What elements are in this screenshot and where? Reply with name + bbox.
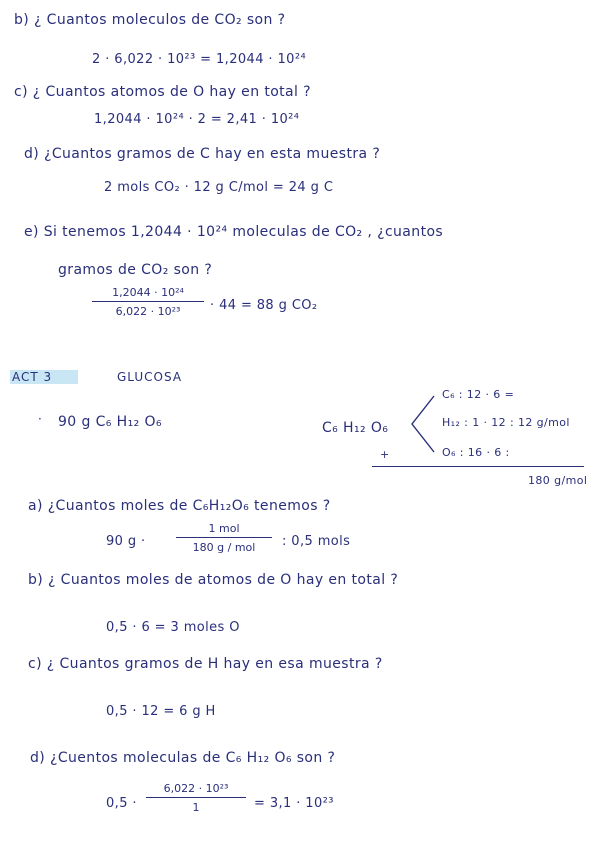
bullet-dot: · [38,412,42,426]
sum-rule [372,466,584,467]
answer-b: 0,5 · 6 = 3 moles O [106,620,240,635]
answer-c-top: 1,2044 · 10²⁴ · 2 = 2,41 · 10²⁴ [94,112,300,127]
answer-e-result: · 44 = 88 g CO₂ [210,298,318,313]
answer-b-top: 2 · 6,022 · 10²³ = 1,2044 · 10²⁴ [92,52,307,67]
question-e-top-line1: e) Si tenemos 1,2044 · 10²⁴ moleculas de CO₂ , ¿cuantos [24,224,444,240]
answer-a-numerator: 1 mol [176,522,272,538]
answer-e-denominator: 6,022 · 10²³ [115,305,181,318]
activity-heading [10,370,182,384]
activity-title: ACT 3 [10,370,78,384]
question-b: b) ¿ Cuantos moles de atomos de O hay en total ? [28,572,399,588]
answer-d-top: 2 mols CO₂ · 12 g C/mol = 24 g C [104,180,334,195]
glucose-formula: C₆ H₁₂ O₆ [322,420,389,436]
given-mass: 90 g C₆ H₁₂ O₆ [58,414,162,430]
question-a: a) ¿Cuantos moles de C₆H₁₂O₆ tenemos ? [28,498,331,514]
answer-d-denominator: 1 [192,801,200,814]
question-e-top-line2: gramos de CO₂ son ? [58,262,213,278]
answer-a-right: : 0,5 mols [282,534,351,549]
question-c: c) ¿ Cuantos gramos de H hay en esa muestra ? [28,656,383,672]
answer-d-left: 0,5 · [106,796,137,811]
activity-subject: GLUCOSA [116,370,183,384]
answer-a-left: 90 g · [106,534,146,549]
branch-brace-icon [408,392,438,456]
answer-c: 0,5 · 12 = 6 g H [106,704,216,719]
answer-e-fraction [92,286,204,318]
question-d-top: d) ¿Cuantos gramos de C hay en esta muestra ? [24,146,381,162]
branch-hydrogen: H₁₂ : 1 · 12 : 12 g/mol [442,416,570,429]
branch-oxygen: O₆ : 16 · 6 : [442,446,510,459]
answer-d-fraction [146,782,246,814]
answer-d-right: = 3,1 · 10²³ [254,796,334,811]
question-c-top: c) ¿ Cuantos atomos de O hay en total ? [14,84,312,100]
molar-mass-total: 180 g/mol [528,474,588,487]
question-d: d) ¿Cuentos moleculas de C₆ H₁₂ O₆ son ? [30,750,336,766]
answer-a-denominator: 180 g / mol [192,541,256,554]
answer-d-numerator: 6,022 · 10²³ [146,782,246,798]
branch-plus: + [380,448,390,461]
branch-carbon: C₆ : 12 · 6 = [442,388,515,401]
answer-e-numerator: 1,2044 · 10²⁴ [92,286,204,302]
answer-a-fraction [176,522,272,554]
question-b-top: b) ¿ Cuantos moleculos de CO₂ son ? [14,12,286,28]
